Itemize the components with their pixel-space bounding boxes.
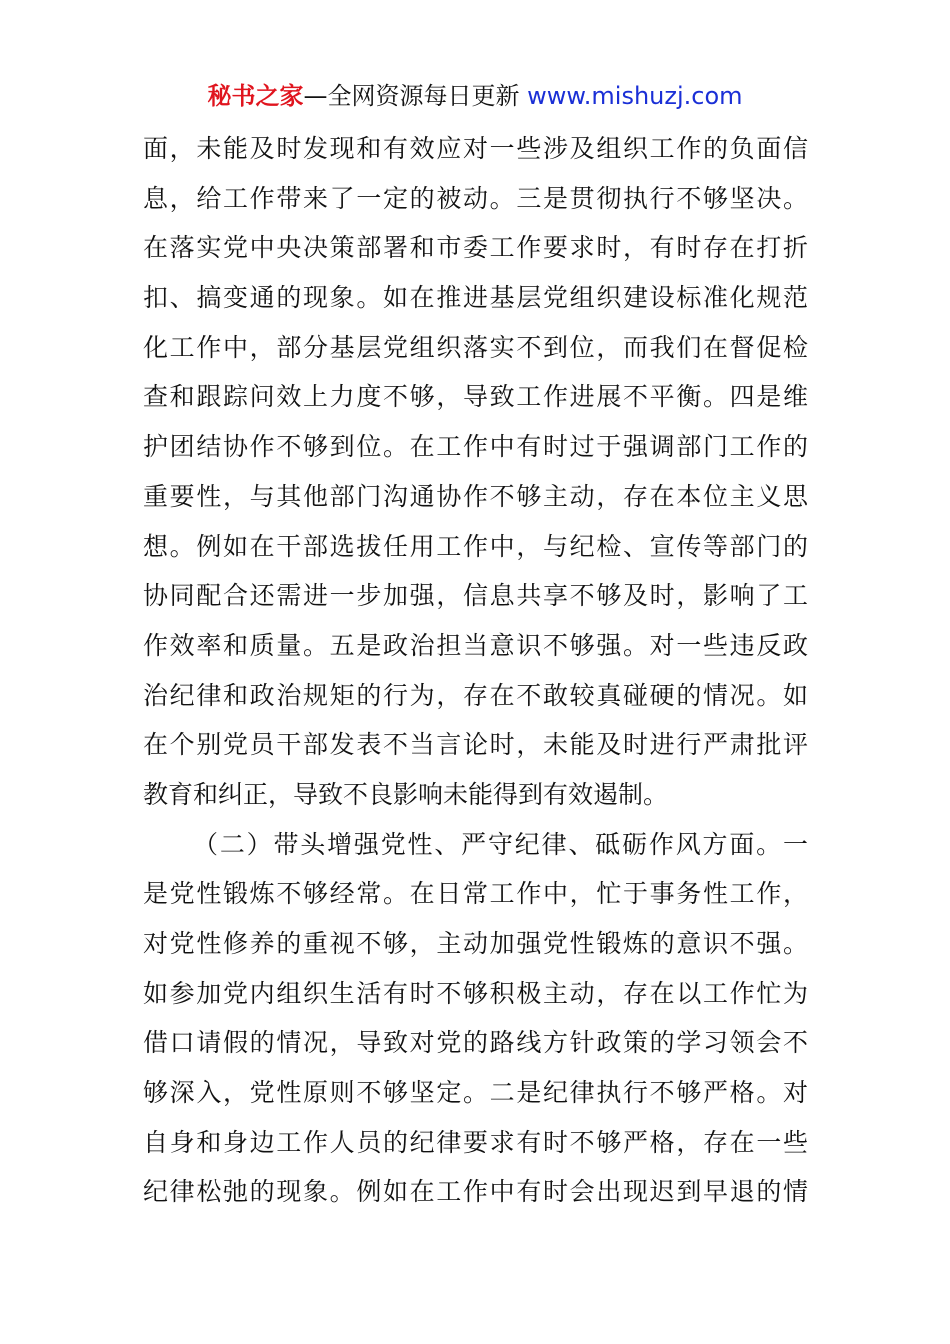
text-line: 息，给工作带来了一定的被动。三是贯彻执行不够坚决。 — [143, 183, 808, 213]
text-line: 作效率和质量。五是政治担当意识不够强。对一些违反政 — [143, 630, 808, 660]
text-line: 护团结协作不够到位。在工作中有时过于强调部门工作的 — [143, 432, 808, 462]
text-line: （二）带头增强党性、严守纪律、砥砺作风方面。一 — [193, 829, 808, 859]
text-line: 纪律松弛的现象。例如在工作中有时会出现迟到早退的情 — [143, 1177, 808, 1207]
site-tagline: —全网资源每日更新 — [303, 82, 528, 110]
text-line: 重要性，与其他部门沟通协作不够主动，存在本位主义思 — [143, 481, 808, 511]
site-header — [0, 80, 950, 112]
text-line: 治纪律和政治规矩的行为，存在不敢较真碰硬的情况。如 — [143, 680, 808, 710]
text-line: 扣、搞变通的现象。如在推进基层党组织建设标准化规范 — [143, 283, 808, 313]
text-line: 在个别党员干部发表不当言论时，未能及时进行严肃批评 — [143, 730, 808, 760]
text-line: 面，未能及时发现和有效应对一些涉及组织工作的负面信 — [143, 134, 808, 163]
text-line: 化工作中，部分基层党组织落实不到位，而我们在督促检 — [143, 332, 808, 362]
text-line: 教育和纠正，导致不良影响未能得到有效遏制。 — [143, 779, 669, 809]
site-url: www.mishuzj.com — [527, 82, 743, 110]
text-line: 查和跟踪问效上力度不够，导致工作进展不平衡。四是维 — [143, 382, 808, 412]
text-line: 如参加党内组织生活有时不够积极主动，存在以工作忙为 — [143, 978, 808, 1008]
text-line: 对党性修养的重视不够，主动加强党性锻炼的意识不强。 — [143, 929, 808, 958]
text-line: 够深入，党性原则不够坚定。二是纪律执行不够严格。对 — [143, 1078, 808, 1108]
text-line: 借口请假的情况，导致对党的路线方针政策的学习领会不 — [143, 1028, 808, 1058]
document-body — [143, 124, 808, 1217]
site-brand: 秘书之家 — [207, 82, 304, 110]
paragraph — [143, 124, 808, 820]
text-line: 在落实党中央决策部署和市委工作要求时，有时存在打折 — [143, 233, 808, 263]
text-line: 是党性锻炼不够经常。在日常工作中，忙于事务性工作， — [143, 879, 808, 909]
text-line: 协同配合还需进一步加强，信息共享不够及时，影响了工 — [143, 581, 808, 611]
text-line: 自身和身边工作人员的纪律要求有时不够严格，存在一些 — [143, 1127, 808, 1157]
paragraph — [143, 820, 808, 1218]
text-line: 想。例如在干部选拔任用工作中，与纪检、宣传等部门的 — [143, 531, 808, 561]
